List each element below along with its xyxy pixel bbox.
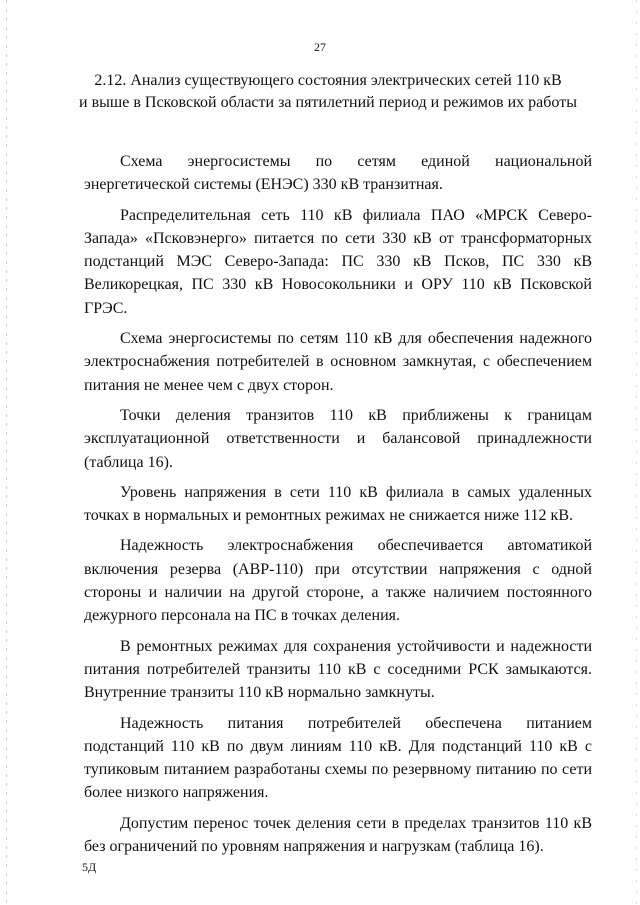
paragraph-9: Допустим перенос точек деления сети в пределах транзитов 110 кВ без ограничений по уровням напряжения и нагрузкам (таблица 16). [84,814,592,856]
footer-code: 5Д [82,860,97,874]
scan-edge-right [636,0,637,905]
paragraph-8: Надежность питания потребителей обеспечена питанием подстанций 110 кВ по двум линиям 110 кВ. Для подстанций 110 кВ с тупиковым питанием разработаны схемы по резервному питанию по сети более низкого напряжения. [84,714,592,802]
paragraph-6: Надежность электроснабжения обеспечивается автоматикой включения резерва (АВР-110) при отсутствии напряжения с одной стороны и наличии на другой стороне, а также наличием постоянного дежурного персонала на ПС в точках деления. [84,537,592,625]
body-text [84,150,592,865]
paragraph-5: Уровень напряжения в сети 110 кВ филиала в самых удаленных точках в нормальных и ремонтных режимах не снижается ниже 112 кВ. [84,483,592,525]
paragraph-7: В ремонтных режимах для сохранения устойчивости и надежности питания потребителей транзиты 110 кВ с соседними РСК замыкаются. Внутренние транзиты 110 кВ нормально замкнуты. [84,637,592,702]
paragraph-4: Точки деления транзитов 110 кВ приближены к границам эксплуатационной ответственности и балансовой принадлежности (таблица 16). [84,406,592,471]
scan-edge-left [6,0,7,905]
paragraph-3: Схема энергосистемы по сетям 110 кВ для обеспечения надежного электроснабжения потребителей в основном замкнутая, с обеспечением питания не менее чем с двух сторон. [84,330,592,394]
paragraph-2: Распределительная сеть 110 кВ филиала ПАО «МРСК Северо-Запада» «Псковэнерго» питается по сети 330 кВ от трансформаторных подстанций МЭС Северо-Запада: ПС 330 кВ Псков, ПС 330 кВ Великорецкая, ПС 330 кВ Новосокольники и ОРУ 110 кВ Псковской ГРЭС. [84,206,592,317]
paragraph-1: Схема энергосистемы по сетям единой национальной энергетической системы (ЕНЭС) 330 кВ транзитная. [84,153,592,194]
section-heading [78,70,578,114]
section-heading-line-1: 2.12. Анализ существующего состояния электрических сетей 110 кВ [94,72,562,89]
section-heading-line-2: и выше в Псковской области за пятилетний период и режимов их работы [79,94,577,111]
page-number: 27 [314,40,326,54]
